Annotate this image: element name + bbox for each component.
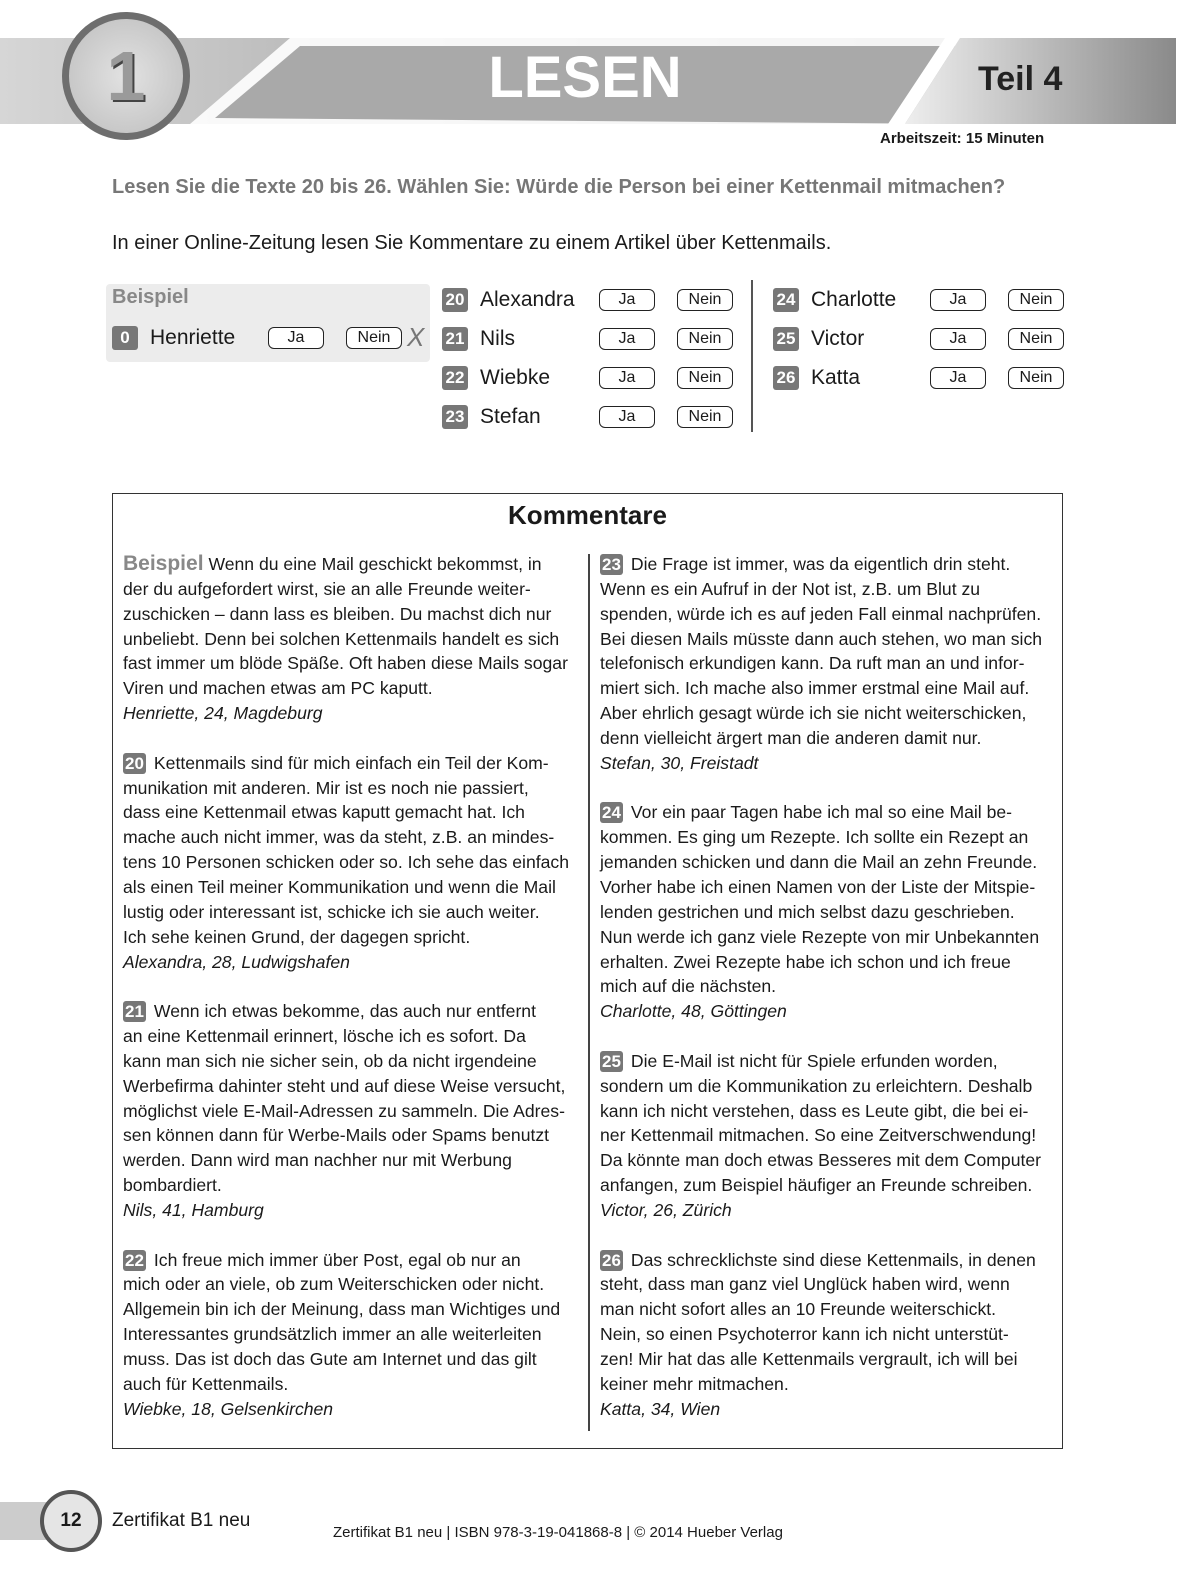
example-label: Beispiel	[112, 286, 189, 308]
item-name: Stefan	[480, 405, 541, 428]
comment-number: 26	[602, 1250, 621, 1270]
page-number: 12	[40, 1490, 102, 1552]
item-number: 22	[442, 366, 468, 390]
item-number: 25	[773, 327, 799, 351]
item-name: Katta	[811, 366, 861, 389]
example-number: 0	[112, 326, 138, 350]
comment-number: 24	[602, 803, 621, 823]
nein-button[interactable]: Nein	[677, 289, 733, 311]
item-number: 24	[773, 288, 799, 312]
comment-text: Das schrecklichste sind diese Kettenmails, in denen steht, dass man ganz viel Unglück haben wird, wenn man nicht sofort alles an 10 Freunde weiterschickt. Nein, so einen Psychoterror kann ich nicht unterstüt- zen! Mir hat das alle Kettenmails vergrault, ich will bei keiner mehr mitmachen.	[600, 1249, 1036, 1394]
instruction: Lesen Sie die Texte 20 bis 26. Wählen Sie: Würde die Person bei einer Kettenmail mitmachen?	[112, 176, 1006, 198]
comment-text: Wenn du eine Mail geschickt bekommst, in der du aufgefordert wirst, sie an alle Freunde weiter- zuschicken – dann lass es bleiben. Du machst dich nur unbeliebt. Denn bei solchen Kettenmails handelt es sich fast immer um blöde Späße. Oft haben diese Mails sogar Viren und machen etwas am PC kaputt.	[123, 554, 568, 699]
comment	[123, 751, 583, 975]
answer-row	[442, 402, 541, 432]
comment	[600, 1248, 1060, 1422]
item-name: Victor	[811, 327, 865, 350]
example-row	[112, 323, 235, 353]
answer-row	[442, 324, 515, 354]
footer-copyright: Zertifikat B1 neu | ISBN 978-3-19-041868-8 | © 2014 Hueber Verlag	[333, 1524, 783, 1541]
comment-signature: Alexandra, 28, Ludwigshafen	[123, 951, 350, 972]
comment-number: 20	[125, 753, 144, 773]
comment-text: Die Frage ist immer, was da eigentlich drin steht. Wenn es ein Aufruf in der Not ist, z.B. um Blut zu spenden, würde ich es auf jeden Fall einmal nachprüfen. Bei diesen Mails müsste dann auch stehen, wo man sich telefonisch erkundigen kann. Da ruft man an und infor- miert sich. Ich mache also immer erstmal eine Mail auf. Aber ehrlich gesagt würde ich sie nicht weiterschicken, denn vielleicht ärgert man die anderen damit nur.	[600, 554, 1043, 748]
comments-box	[112, 493, 1063, 1449]
answer-row	[442, 363, 550, 393]
comment-number: 21	[125, 1002, 144, 1022]
ja-button[interactable]: Ja	[930, 289, 986, 311]
part-label: Teil 4	[978, 60, 1063, 98]
example-x-mark: X	[407, 322, 425, 352]
comment-number: 25	[602, 1051, 621, 1071]
comment	[123, 1248, 583, 1422]
example-nein-button[interactable]: Nein	[346, 327, 402, 349]
example-name: Henriette	[150, 326, 236, 349]
answer-row	[442, 285, 575, 315]
nein-button[interactable]: Nein	[1008, 367, 1064, 389]
comment-text: Kettenmails sind für mich einfach ein Teil der Kom- munikation mit anderen. Mir ist es noch nie passiert, dass eine Kettenmail etwas kaputt gemacht hat. Ich mache auch nicht immer, was da steht, z.B. an mindes- tens 10 Personen schicken oder so. Ich sehe das einfach als einen Teil meiner Kommunikation und wenn die Mail lustig oder interessant ist, schicke ich sie auch weiter. Ich sehe keinen Grund, der dagegen spricht.	[123, 752, 569, 947]
comment-signature: Henriette, 24, Magdeburg	[123, 703, 323, 724]
comment-number: 23	[602, 555, 621, 574]
nein-button[interactable]: Nein	[1008, 328, 1064, 350]
column-divider	[751, 280, 753, 432]
example-tag: Beispiel	[123, 552, 204, 575]
footer-title: Zertifikat B1 neu	[112, 1510, 251, 1531]
example-ja-button[interactable]: Ja	[268, 327, 324, 349]
answer-row	[773, 285, 896, 315]
chapter-badge: 1	[62, 12, 190, 140]
comment-signature: Victor, 26, Zürich	[600, 1199, 732, 1220]
item-name: Charlotte	[811, 288, 897, 311]
time-label: Arbeitszeit: 15 Minuten	[880, 130, 1045, 147]
nein-button[interactable]: Nein	[677, 328, 733, 350]
comment-text: Wenn ich etwas bekomme, das auch nur entfernt an eine Kettenmail erinnert, lösche ich es sofort. Da kann man sich nie sicher sein, ob da nicht irgendeine Werbefirma dahinter steht und auf diese Weise versucht, möglichst viele E-Mail-Adressen zu sammeln. Die Adres- sen können dann für Werbe-Mails oder Spams benutzt werden. Dann wird man nachher nur mit Werbung bombardiert.	[123, 1001, 566, 1196]
comment-signature: Charlotte, 48, Göttingen	[600, 1001, 787, 1022]
item-number: 26	[773, 366, 799, 390]
ja-button[interactable]: Ja	[930, 328, 986, 350]
comment-text: Die E-Mail ist nicht für Spiele erfunden worden, sondern um die Kommunikation zu erleichtern. Deshalb kann ich nicht verstehen, dass es Leute gibt, die bei ei- ner Kettenmail mitmachen. So eine Zeitverschwendung! Da könnte man doch etwas Besseres mit dem Computer anfangen, zum Beispiel häufiger an Freunde schreiben.	[600, 1050, 1042, 1196]
item-name: Wiebke	[480, 366, 551, 389]
ja-button[interactable]: Ja	[599, 328, 655, 350]
comments-divider	[588, 554, 590, 1431]
item-name: Nils	[480, 327, 515, 350]
comment	[600, 552, 1060, 776]
ja-button[interactable]: Ja	[599, 289, 655, 311]
item-number: 21	[442, 327, 468, 351]
item-number: 23	[442, 405, 468, 429]
comment	[600, 800, 1060, 1024]
comment	[123, 552, 583, 726]
answer-row	[773, 363, 860, 393]
nein-button[interactable]: Nein	[1008, 289, 1064, 311]
nein-button[interactable]: Nein	[677, 367, 733, 389]
comment	[123, 999, 583, 1223]
comments-title: Kommentare	[508, 500, 667, 530]
section-title: LESEN	[488, 45, 682, 110]
comment-text: Vor ein paar Tagen habe ich mal so eine Mail be- kommen. Es ging um Rezepte. Ich sollte ein Rezept an jemanden schicken und dann die Mail an zehn Freunde. Vorher habe ich einen Namen von der Liste der Mitspie- lenden gestrichen und mich selbst dazu geschrieben. Nun werde ich ganz viele Rezepte von mir Unbekannten erhalten. Zwei Rezepte habe ich schon und ich freue mich auf die nächsten.	[600, 802, 1040, 997]
nein-button[interactable]: Nein	[677, 406, 733, 428]
ja-button[interactable]: Ja	[599, 406, 655, 428]
comment-text: Ich freue mich immer über Post, egal ob nur an mich oder an viele, ob zum Weiterschicken oder nicht. Allgemein bin ich der Meinung, dass man Wichtiges und Interessantes grundsätzlich immer an alle weiterleiten muss. Das ist doch das Gute am Internet und das gilt auch für Kettenmails.	[123, 1249, 561, 1394]
comment-signature: Wiebke, 18, Gelsenkirchen	[123, 1398, 334, 1419]
comment-signature: Stefan, 30, Freistadt	[600, 752, 759, 773]
comment-signature: Nils, 41, Hamburg	[123, 1199, 264, 1220]
item-number: 20	[442, 288, 468, 312]
comment-signature: Katta, 34, Wien	[600, 1398, 721, 1419]
ja-button[interactable]: Ja	[599, 367, 655, 389]
ja-button[interactable]: Ja	[930, 367, 986, 389]
answer-row	[773, 324, 864, 354]
intro-text: In einer Online-Zeitung lesen Sie Kommentare zu einem Artikel über Kettenmails.	[112, 232, 832, 254]
comment	[600, 1049, 1060, 1223]
example-box	[106, 284, 430, 362]
comment-number: 22	[125, 1250, 144, 1270]
item-name: Alexandra	[480, 288, 575, 311]
